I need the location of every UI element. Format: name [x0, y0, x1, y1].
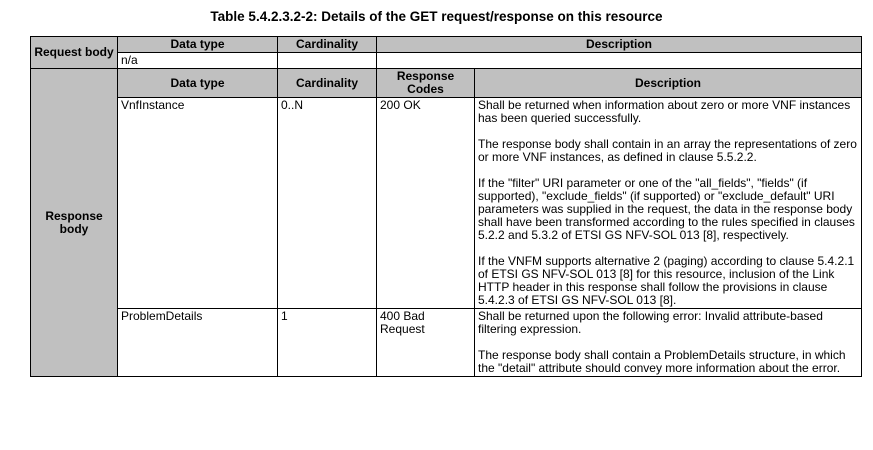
response-header-description: Description	[475, 69, 862, 98]
response-code-cell: 200 OK	[377, 98, 475, 309]
description-paragraph: Shall be returned when information about zero or more VNF instances has been queried successfully.	[478, 98, 851, 125]
request-body-label: Request body	[31, 37, 118, 69]
response-header-data-type: Data type	[118, 69, 278, 98]
description-paragraph: If the "filter" URI parameter or one of the "all_fields", "fields" (if supported), "exclude_fields" (if supported) or "exclude_default" URI parameters was supplied in the request, the data in the response body shall have been transformed according to the rules specified in clauses 5.2.2 and 5.3.2 of ETSI GS NFV-SOL 013 [8], respectively.	[478, 176, 855, 242]
description-paragraph: The response body shall contain in an array the representations of zero or more VNF instances, as defined in clause 5.5.2.2.	[478, 137, 857, 164]
request-header-data-type: Data type	[118, 37, 278, 53]
table-row	[31, 309, 862, 377]
description-paragraph: The response body shall contain a ProblemDetails structure, in which the "detail" attribute should convey more information about the error.	[478, 348, 846, 375]
description-cell	[475, 309, 862, 377]
description-paragraph: If the VNFM supports alternative 2 (paging) according to clause 5.4.2.1 of ETSI GS NFV-SOL 013 [8] for this resource, inclusion of the Link HTTP header in this response shall follow the provisions in clause 5.4.2.3 of ETSI GS NFV-SOL 013 [8].	[478, 254, 855, 307]
request-description-value	[377, 53, 862, 69]
description-cell	[475, 98, 862, 309]
request-cardinality-value	[278, 53, 377, 69]
data-type-cell: ProblemDetails	[118, 309, 278, 377]
description-paragraph: Shall be returned upon the following error: Invalid attribute-based filtering expression.	[478, 309, 823, 336]
response-header-cardinality: Cardinality	[278, 69, 377, 98]
table-row	[31, 98, 862, 309]
response-header-codes: Response Codes	[377, 69, 475, 98]
response-header-row	[31, 69, 862, 98]
cardinality-cell: 0..N	[278, 98, 377, 309]
response-body-label: Response body	[31, 69, 118, 377]
request-header-cardinality: Cardinality	[278, 37, 377, 53]
request-header-description: Description	[377, 37, 862, 53]
cardinality-cell: 1	[278, 309, 377, 377]
spec-table	[30, 36, 862, 377]
request-header-row	[31, 37, 862, 53]
table-caption: Table 5.4.2.3.2-2: Details of the GET request/response on this resource	[210, 9, 663, 24]
request-value-row	[31, 53, 862, 69]
request-data-type-value: n/a	[118, 53, 278, 69]
response-code-cell: 400 Bad Request	[377, 309, 475, 377]
data-type-cell: VnfInstance	[118, 98, 278, 309]
